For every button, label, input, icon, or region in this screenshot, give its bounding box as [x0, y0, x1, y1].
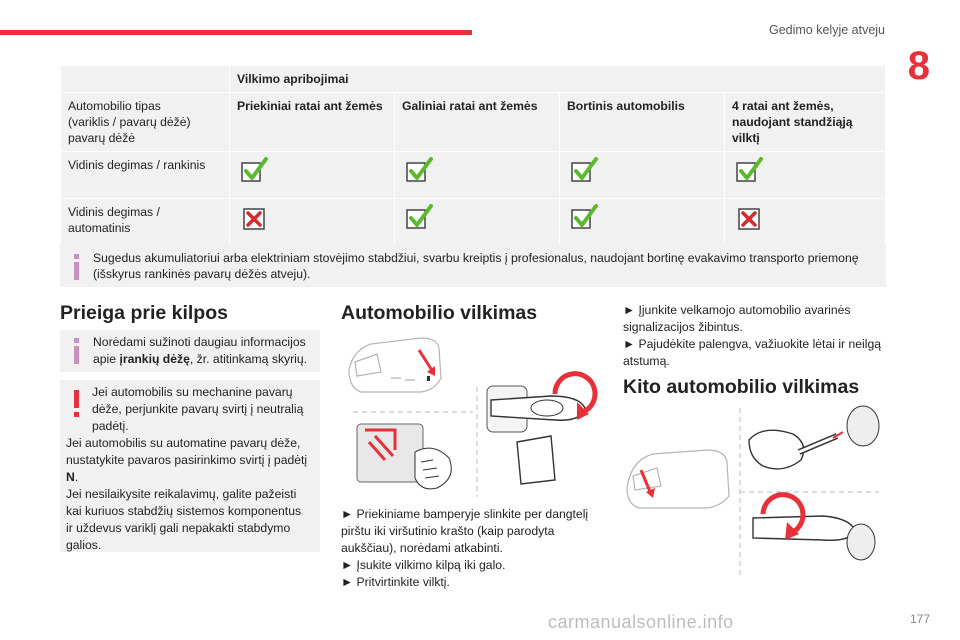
check-icon	[571, 204, 599, 236]
info-box	[60, 330, 320, 372]
hazard-steps	[623, 302, 885, 370]
table-cell	[395, 152, 560, 199]
table-title-row	[61, 66, 886, 93]
hand-with-hook-drawing	[749, 406, 879, 469]
table-row	[61, 152, 886, 199]
towing-restrictions-table	[60, 65, 886, 246]
column-header: Bortinis automobilis	[560, 93, 725, 152]
tow-ring-drawing	[487, 374, 595, 484]
battery-note-text: Sugedus akumuliatoriui arba elektriniam stovėjimo stabdžiui, svarbu kreiptis į profesionalus, naudojant bortinę evakavimo transporto priemonę (išskyrus rankinės pavarų dėžės atveju).	[93, 251, 859, 281]
vehicle-type-sub2: pavarų dėžė	[68, 131, 136, 145]
table-cell	[725, 152, 886, 199]
chapter-number: 8	[907, 44, 930, 88]
row-label: Vidinis degimas / rankinis	[61, 152, 230, 199]
towing-other-vehicle-illustration	[623, 404, 885, 580]
check-icon	[406, 157, 434, 189]
table-cell	[230, 199, 395, 246]
watermark: carmanualsonline.info	[548, 612, 734, 632]
cross-icon	[736, 204, 764, 236]
towing-steps	[341, 506, 591, 591]
table-cell	[725, 199, 886, 246]
column-header: Priekiniai ratai ant žemės	[230, 93, 395, 152]
row-label: Vidinis degimas / automatinis	[61, 199, 230, 246]
warning-text: Jei automobilis su mechanine pavarų dėže, perjunkite pavarų svirtį į neutralią padėtį. Jei automobilis su automatine pavarų dėže, nustatykite pavaros pasirinkimo svirtį į padėtį N. Jei nesilaikysite reikalavimų, galite pažeisti kai kuriuos stabdžių sistemos komponentus ir uždevus variklį gali nepakakti stabdymo galios.	[66, 385, 308, 552]
table-cell	[395, 199, 560, 246]
table-cell	[230, 152, 395, 199]
step-item: ► Priekiniame bamperyje slinkite per dangtelį pirštu iki viršutinio krašto (kaip parodyta aukščiau), norėdami atkabinti.	[341, 507, 589, 555]
toolbox-link-text: įrankių dėžę	[119, 352, 190, 366]
bumper-cover-drawing	[357, 424, 451, 489]
arrow-icon	[419, 350, 435, 376]
towing-ring-illustration	[341, 332, 603, 500]
vehicle-type-sub: (variklis / pavarų dėžė)	[68, 115, 191, 129]
tow-ring-drawing	[753, 495, 875, 560]
step-item: ► Įsukite vilkimo kilpą iki galo.	[341, 558, 506, 572]
step-item: ► Pajudėkite palengva, važiuokite lėtai ir neilgą atstumą.	[623, 337, 881, 368]
check-icon	[406, 204, 434, 236]
van-rear-drawing	[627, 450, 729, 508]
table-cell	[560, 199, 725, 246]
check-icon	[241, 157, 269, 189]
info-text: Norėdami sužinoti daugiau informacijos apie įrankių dėžę, žr. atitinkamą skyrių.	[93, 335, 308, 366]
check-icon	[736, 157, 764, 189]
section-title-towing: Automobilio vilkimas	[341, 302, 538, 324]
section-header-title: Gedimo kelyje atveju	[768, 23, 885, 37]
header-red-bar	[0, 30, 472, 35]
page-number: 177	[909, 612, 930, 626]
vehicle-type-title: Automobilio tipas	[68, 99, 161, 113]
warning-box	[60, 380, 320, 552]
column-header: Galiniai ratai ant žemės	[395, 93, 560, 152]
section-title-other-vehicle: Kito automobilio vilkimas	[623, 376, 860, 398]
cross-icon	[241, 204, 269, 236]
vehicle-type-header	[61, 93, 230, 152]
table-cell	[560, 152, 725, 199]
table-title: Vilkimo apribojimai	[230, 66, 886, 93]
battery-note-box	[60, 245, 886, 287]
check-icon	[571, 157, 599, 189]
section-title-access-ring: Prieiga prie kilpos	[60, 302, 228, 324]
table-row	[61, 199, 886, 246]
table-header-row	[61, 93, 886, 152]
column-header: 4 ratai ant žemės, naudojant standžiąją vilktį	[725, 93, 886, 152]
step-item: ► Įjunkite velkamojo automobilio avarinės signalizacijos žibintus.	[623, 303, 851, 334]
step-item: ► Pritvirtinkite vilktį.	[341, 575, 450, 589]
arrow-icon	[641, 470, 655, 498]
